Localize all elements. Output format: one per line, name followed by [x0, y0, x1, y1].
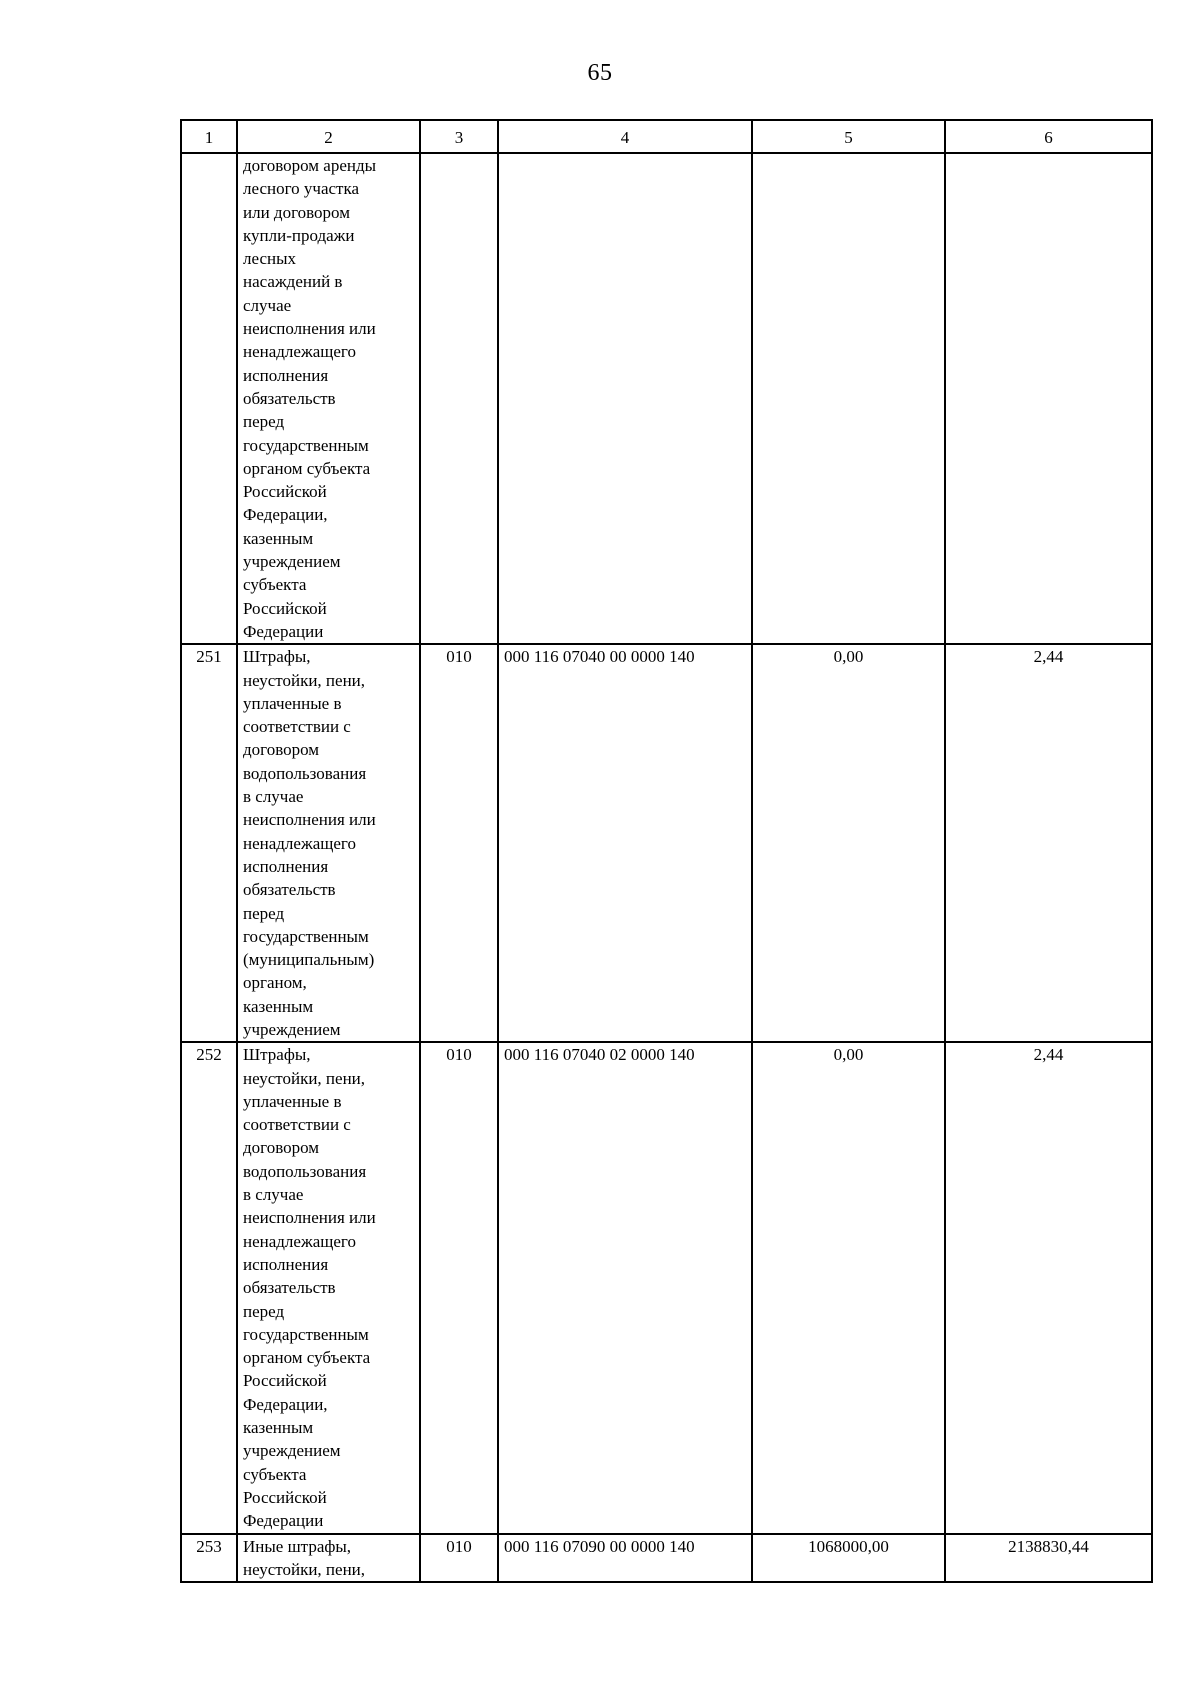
row-name-text: Иные штрафы, неустойки, пени,: [243, 1536, 366, 1579]
row-value6-cell: 2,44: [945, 1042, 1152, 1533]
column-header-5: 5: [752, 120, 945, 153]
column-header-6: 6: [945, 120, 1152, 153]
row-kbk-cell: 000 116 07040 00 0000 140: [498, 644, 752, 1042]
table-row: [181, 644, 1152, 1042]
row-kbk-cell: 000 116 07040 02 0000 140: [498, 1042, 752, 1533]
table-row: [181, 1534, 1152, 1583]
row-value5-cell: 1068000,00: [752, 1534, 945, 1583]
data-table: [180, 119, 1153, 1583]
row-name-cell: [237, 1042, 420, 1533]
column-header-3: 3: [420, 120, 498, 153]
row-value5-cell: 0,00: [752, 1042, 945, 1533]
row-kbk-cell: [498, 153, 752, 644]
table-row: [181, 153, 1152, 644]
column-header-1: 1: [181, 120, 237, 153]
row-code-cell: 010: [420, 1534, 498, 1583]
column-header-2: 2: [237, 120, 420, 153]
table-row: [181, 1042, 1152, 1533]
row-code-cell: [420, 153, 498, 644]
column-header-4: 4: [498, 120, 752, 153]
row-number-cell: 253: [181, 1534, 237, 1583]
row-code-cell: 010: [420, 1042, 498, 1533]
row-name-cell: [237, 644, 420, 1042]
row-name-text: договором аренды лесного участка или договором купли-продажи лесных насаждений в случае неисполнения или ненадлежащего исполнения обязательств перед государственным органом субъекта Российской Федерации, казенным учреждением субъекта Российской Федерации: [243, 156, 377, 641]
row-value5-cell: 0,00: [752, 644, 945, 1042]
row-code-cell: 010: [420, 644, 498, 1042]
row-name-text: Штрафы, неустойки, пени, уплаченные в соответствии с договором водопользования в случае неисполнения или ненадлежащего исполнения обязательств перед государственным (муниципальным) органом, казенным учреждением: [243, 647, 376, 1039]
row-number-cell: 251: [181, 644, 237, 1042]
row-name-cell: [237, 153, 420, 644]
row-name-text: Штрафы, неустойки, пени, уплаченные в соответствии с договором водопользования в случае неисполнения или ненадлежащего исполнения обязательств перед государственным органом субъекта Российской Федерации, казенным учреждением субъекта Российской Федерации: [243, 1045, 376, 1531]
table-header-row: [181, 120, 1152, 153]
row-value6-cell: [945, 153, 1152, 644]
page-number: 65: [587, 60, 613, 86]
row-value5-cell: [752, 153, 945, 644]
row-kbk-cell: 000 116 07090 00 0000 140: [498, 1534, 752, 1583]
row-value6-cell: 2138830,44: [945, 1534, 1152, 1583]
row-value6-cell: 2,44: [945, 644, 1152, 1042]
row-number-cell: [181, 153, 237, 644]
row-name-cell: [237, 1534, 420, 1583]
row-number-cell: 252: [181, 1042, 237, 1533]
